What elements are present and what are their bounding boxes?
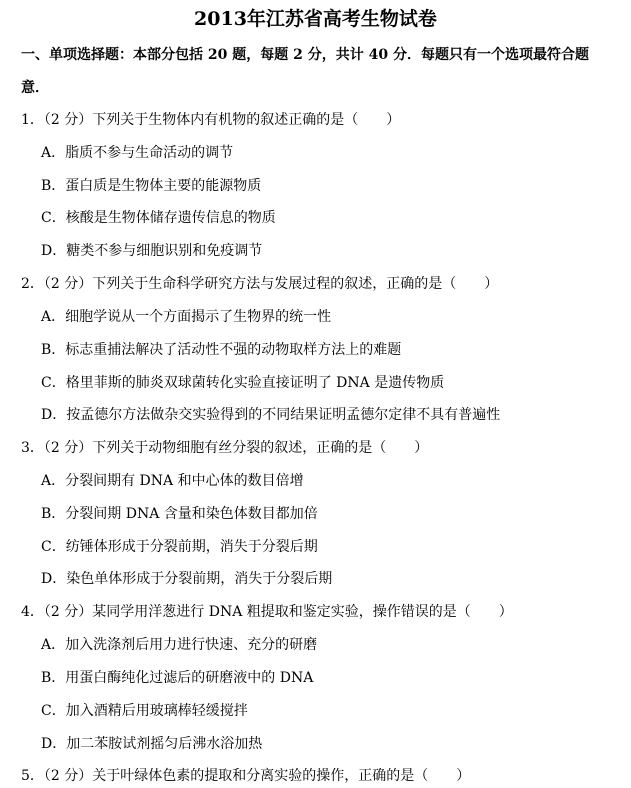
question-2-option-b: B．标志重捕法解决了活动性不强的动物取样方法上的难题: [41, 342, 402, 358]
question-2-option-a: A．细胞学说从一个方面揭示了生物界的统一性: [41, 309, 332, 325]
exam-title: 2013年江苏省高考生物试卷: [194, 8, 437, 30]
question-4-stem: 4．（2 分）某同学用洋葱进行 DNA 粗提取和鉴定实验，操作错误的是（ ）: [21, 604, 513, 620]
question-1-option-d: D．糖类不参与细胞识别和免疫调节: [41, 243, 263, 259]
question-4-option-a: A．加入洗涤剂后用力进行快速、充分的研磨: [41, 637, 318, 653]
question-4-option-c: C．加入酒精后用玻璃棒轻缓搅拌: [41, 703, 248, 719]
question-2-stem: 2．（2 分）下列关于生命科学研究方法与发展过程的叙述，正确的是（ ）: [21, 276, 499, 292]
section-heading-line-2: 意．: [21, 80, 49, 96]
question-2-option-c: C．格里菲斯的肺炎双球菌转化实验直接证明了 DNA 是遗传物质: [41, 375, 445, 391]
question-3-option-b: B．分裂间期 DNA 含量和染色体数目都加倍: [41, 506, 318, 522]
question-3-option-d: D．染色单体形成于分裂前期，消失于分裂后期: [41, 571, 333, 587]
question-1-option-b: B．蛋白质是生物体主要的能源物质: [41, 178, 262, 194]
question-1-option-a: A．脂质不参与生命活动的调节: [41, 145, 234, 161]
question-2-option-d: D．按孟德尔方法做杂交实验得到的不同结果证明孟德尔定律不具有普遍性: [41, 407, 501, 423]
question-3-option-c: C．纺锤体形成于分裂前期，消失于分裂后期: [41, 539, 318, 555]
question-3-option-a: A．分裂间期有 DNA 和中心体的数目倍增: [41, 473, 304, 489]
question-5-stem: 5．（2 分）关于叶绿体色素的提取和分离实验的操作，正确的是（ ）: [21, 768, 471, 784]
question-1-stem: 1．（2 分）下列关于生物体内有机物的叙述正确的是（ ）: [21, 112, 401, 128]
section-heading-line-1: 一、单项选择题：本部分包括 20 题，每题 2 分，共计 40 分．每题只有一个选项最符合题: [21, 47, 589, 63]
question-1-option-c: C．核酸是生物体储存遗传信息的物质: [41, 210, 276, 226]
question-4-option-d: D．加二苯胺试剂摇匀后沸水浴加热: [41, 736, 263, 752]
question-3-stem: 3．（2 分）下列关于动物细胞有丝分裂的叙述，正确的是（ ）: [21, 440, 429, 456]
question-4-option-b: B．用蛋白酶纯化过滤后的研磨液中的 DNA: [41, 670, 314, 686]
